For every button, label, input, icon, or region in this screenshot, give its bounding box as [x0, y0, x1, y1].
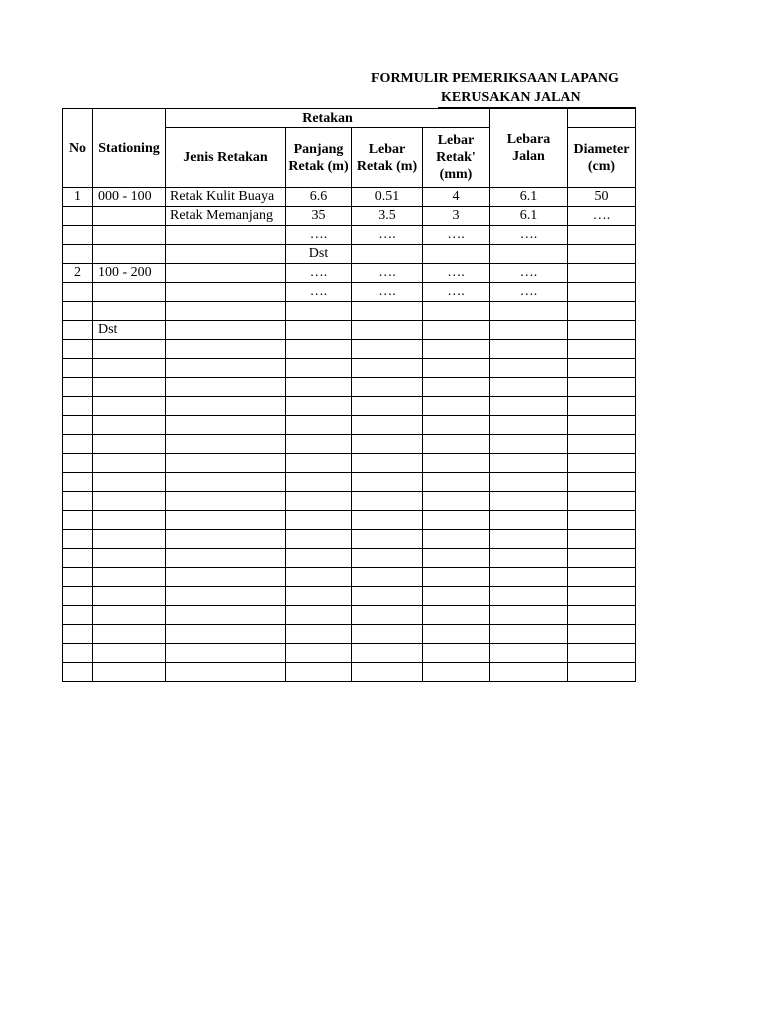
cell-lebar-retak-m: 3.5	[352, 207, 423, 226]
cell-no	[63, 549, 93, 568]
cell-diameter: 50	[568, 188, 636, 207]
cell-diameter	[568, 435, 636, 454]
cell-jenis-retakan	[166, 359, 286, 378]
cell-lebar-retak-m	[352, 245, 423, 264]
cell-stationing	[93, 454, 166, 473]
cell-stationing	[93, 340, 166, 359]
table-row	[63, 226, 636, 245]
cell-stationing: Dst	[93, 321, 166, 340]
cell-jenis-retakan	[166, 511, 286, 530]
cell-lebar-retak-m: ….	[352, 264, 423, 283]
cell-jenis-retakan: Retak Kulit Buaya	[166, 188, 286, 207]
cell-panjang-retak	[286, 416, 352, 435]
cell-panjang-retak	[286, 606, 352, 625]
cell-lebar-retak-m	[352, 435, 423, 454]
cell-lebar-retak-mm	[423, 359, 490, 378]
cell-lebar-jalan	[490, 359, 568, 378]
cell-no	[63, 587, 93, 606]
table-row	[63, 207, 636, 226]
cell-diameter	[568, 492, 636, 511]
cell-panjang-retak	[286, 397, 352, 416]
cell-lebar-jalan	[490, 492, 568, 511]
cell-stationing	[93, 568, 166, 587]
cell-stationing	[93, 473, 166, 492]
table-row	[63, 606, 636, 625]
cell-stationing	[93, 511, 166, 530]
cell-lebar-retak-m	[352, 644, 423, 663]
cell-lebar-jalan	[490, 663, 568, 682]
cell-no	[63, 568, 93, 587]
cell-lebar-jalan	[490, 340, 568, 359]
cell-lebar-retak-m	[352, 340, 423, 359]
cell-no: 2	[63, 264, 93, 283]
cell-lebar-jalan	[490, 625, 568, 644]
cell-lebar-jalan	[490, 416, 568, 435]
cell-lebar-retak-mm	[423, 625, 490, 644]
cell-diameter	[568, 568, 636, 587]
cell-lebar-retak-m: ….	[352, 226, 423, 245]
cell-jenis-retakan	[166, 226, 286, 245]
cell-lebar-jalan	[490, 530, 568, 549]
cell-diameter	[568, 378, 636, 397]
cell-lebar-retak-m	[352, 492, 423, 511]
table-row	[63, 188, 636, 207]
cell-jenis-retakan	[166, 530, 286, 549]
header-lebar-retak-m: Lebar Retak (m)	[352, 128, 423, 188]
cell-lebar-jalan	[490, 606, 568, 625]
cell-panjang-retak	[286, 359, 352, 378]
cell-lebar-jalan	[490, 435, 568, 454]
cell-stationing	[93, 606, 166, 625]
cell-lebar-retak-mm: ….	[423, 226, 490, 245]
cell-panjang-retak	[286, 435, 352, 454]
cell-no	[63, 625, 93, 644]
cell-lebar-retak-m	[352, 549, 423, 568]
cell-panjang-retak	[286, 511, 352, 530]
header-jenis-retakan: Jenis Retakan	[166, 128, 286, 188]
cell-stationing	[93, 530, 166, 549]
cell-lebar-retak-mm	[423, 568, 490, 587]
cell-stationing	[93, 226, 166, 245]
cell-lebar-retak-mm	[423, 435, 490, 454]
table-row	[63, 587, 636, 606]
cell-jenis-retakan	[166, 264, 286, 283]
cell-lebar-retak-mm: ….	[423, 264, 490, 283]
table-row	[63, 625, 636, 644]
cell-panjang-retak	[286, 378, 352, 397]
cell-stationing	[93, 207, 166, 226]
cell-no	[63, 454, 93, 473]
cell-panjang-retak: ….	[286, 264, 352, 283]
cell-panjang-retak	[286, 644, 352, 663]
table-row	[63, 283, 636, 302]
cell-lebar-retak-mm: ….	[423, 283, 490, 302]
cell-jenis-retakan	[166, 435, 286, 454]
cell-panjang-retak: ….	[286, 226, 352, 245]
table-row	[63, 416, 636, 435]
cell-jenis-retakan	[166, 625, 286, 644]
cell-stationing	[93, 416, 166, 435]
cell-no	[63, 644, 93, 663]
cell-jenis-retakan	[166, 321, 286, 340]
table-row	[63, 245, 636, 264]
table-row	[63, 340, 636, 359]
cell-diameter	[568, 416, 636, 435]
cell-lebar-jalan: ….	[490, 226, 568, 245]
cell-panjang-retak	[286, 340, 352, 359]
cell-jenis-retakan	[166, 283, 286, 302]
cell-jenis-retakan	[166, 663, 286, 682]
cell-panjang-retak	[286, 568, 352, 587]
cell-lebar-retak-m	[352, 321, 423, 340]
cell-lebar-jalan	[490, 587, 568, 606]
cell-lebar-retak-m	[352, 397, 423, 416]
cell-lebar-jalan	[490, 644, 568, 663]
table-row	[63, 397, 636, 416]
cell-diameter	[568, 321, 636, 340]
cell-no	[63, 435, 93, 454]
cell-panjang-retak: Dst	[286, 245, 352, 264]
cell-no	[63, 302, 93, 321]
cell-stationing	[93, 245, 166, 264]
cell-diameter	[568, 530, 636, 549]
cell-lebar-jalan	[490, 511, 568, 530]
cell-diameter	[568, 302, 636, 321]
cell-jenis-retakan	[166, 416, 286, 435]
header-blank-cell	[568, 109, 636, 128]
cell-diameter	[568, 644, 636, 663]
cell-no	[63, 530, 93, 549]
cell-no	[63, 321, 93, 340]
cell-lebar-retak-m	[352, 606, 423, 625]
table-row	[63, 359, 636, 378]
cell-diameter	[568, 264, 636, 283]
cell-lebar-retak-m	[352, 625, 423, 644]
cell-diameter	[568, 340, 636, 359]
cell-panjang-retak	[286, 454, 352, 473]
cell-lebar-retak-m	[352, 530, 423, 549]
cell-no	[63, 606, 93, 625]
cell-no	[63, 378, 93, 397]
cell-lebar-retak-mm	[423, 663, 490, 682]
cell-lebar-retak-mm	[423, 302, 490, 321]
cell-no	[63, 663, 93, 682]
cell-lebar-jalan	[490, 568, 568, 587]
cell-lebar-retak-mm	[423, 340, 490, 359]
cell-lebar-retak-mm	[423, 530, 490, 549]
cell-lebar-jalan	[490, 549, 568, 568]
cell-lebar-retak-mm	[423, 492, 490, 511]
cell-no	[63, 207, 93, 226]
table-row	[63, 644, 636, 663]
cell-lebar-jalan	[490, 321, 568, 340]
table-row	[63, 378, 636, 397]
cell-diameter	[568, 226, 636, 245]
cell-lebar-retak-m	[352, 302, 423, 321]
header-lebar-jalan: Lebara Jalan	[490, 109, 568, 188]
header-no: No	[63, 109, 93, 188]
cell-panjang-retak	[286, 302, 352, 321]
cell-lebar-retak-m: ….	[352, 283, 423, 302]
cell-diameter	[568, 625, 636, 644]
cell-jenis-retakan	[166, 644, 286, 663]
table-row	[63, 264, 636, 283]
cell-lebar-jalan	[490, 454, 568, 473]
form-title-line-2: KERUSAKAN JALAN	[441, 90, 581, 105]
cell-stationing	[93, 397, 166, 416]
header-panjang-retak: Panjang Retak (m)	[286, 128, 352, 188]
cell-panjang-retak	[286, 587, 352, 606]
cell-diameter	[568, 359, 636, 378]
cell-jenis-retakan	[166, 473, 286, 492]
cell-lebar-jalan: 6.1	[490, 207, 568, 226]
cell-jenis-retakan	[166, 397, 286, 416]
cell-stationing	[93, 283, 166, 302]
cell-no	[63, 416, 93, 435]
cell-diameter	[568, 587, 636, 606]
cell-no	[63, 340, 93, 359]
header-lebar-retak-mm: Lebar Retak' (mm)	[423, 128, 490, 188]
cell-no	[63, 492, 93, 511]
cell-lebar-retak-mm	[423, 321, 490, 340]
cell-no	[63, 397, 93, 416]
cell-lebar-jalan: ….	[490, 283, 568, 302]
table-row	[63, 454, 636, 473]
cell-lebar-retak-mm	[423, 378, 490, 397]
cell-stationing	[93, 587, 166, 606]
cell-no	[63, 283, 93, 302]
cell-lebar-jalan: ….	[490, 264, 568, 283]
cell-stationing	[93, 378, 166, 397]
header-retakan-group: Retakan	[166, 109, 490, 128]
cell-panjang-retak: 35	[286, 207, 352, 226]
cell-stationing	[93, 644, 166, 663]
cell-lebar-jalan: 6.1	[490, 188, 568, 207]
cell-lebar-retak-m	[352, 587, 423, 606]
cell-jenis-retakan	[166, 606, 286, 625]
table-row	[63, 302, 636, 321]
inspection-table	[62, 108, 636, 682]
cell-lebar-retak-mm	[423, 397, 490, 416]
cell-jenis-retakan	[166, 302, 286, 321]
cell-lebar-jalan	[490, 378, 568, 397]
cell-lebar-retak-mm	[423, 245, 490, 264]
table-row	[63, 435, 636, 454]
cell-no	[63, 226, 93, 245]
cell-lebar-retak-m	[352, 378, 423, 397]
table-row	[63, 321, 636, 340]
cell-lebar-retak-m	[352, 568, 423, 587]
cell-lebar-retak-m	[352, 359, 423, 378]
cell-lebar-jalan	[490, 302, 568, 321]
cell-jenis-retakan	[166, 340, 286, 359]
table-row	[63, 511, 636, 530]
cell-diameter	[568, 549, 636, 568]
cell-diameter	[568, 663, 636, 682]
cell-diameter	[568, 454, 636, 473]
cell-jenis-retakan	[166, 492, 286, 511]
cell-lebar-retak-mm	[423, 511, 490, 530]
cell-jenis-retakan	[166, 245, 286, 264]
cell-stationing: 100 - 200	[93, 264, 166, 283]
cell-stationing	[93, 435, 166, 454]
cell-lebar-retak-mm	[423, 416, 490, 435]
cell-no	[63, 245, 93, 264]
cell-jenis-retakan	[166, 549, 286, 568]
cell-lebar-retak-mm: 3	[423, 207, 490, 226]
cell-diameter	[568, 283, 636, 302]
header-stationing: Stationing	[93, 109, 166, 188]
cell-lebar-retak-mm	[423, 606, 490, 625]
cell-stationing	[93, 663, 166, 682]
cell-stationing	[93, 359, 166, 378]
cell-panjang-retak	[286, 492, 352, 511]
cell-no: 1	[63, 188, 93, 207]
cell-no	[63, 359, 93, 378]
cell-lebar-retak-mm	[423, 454, 490, 473]
cell-jenis-retakan	[166, 378, 286, 397]
cell-panjang-retak	[286, 663, 352, 682]
cell-lebar-retak-m: 0.51	[352, 188, 423, 207]
cell-no	[63, 511, 93, 530]
cell-panjang-retak: ….	[286, 283, 352, 302]
cell-jenis-retakan	[166, 587, 286, 606]
cell-lebar-retak-m	[352, 416, 423, 435]
cell-stationing	[93, 625, 166, 644]
cell-jenis-retakan	[166, 454, 286, 473]
cell-lebar-retak-mm: 4	[423, 188, 490, 207]
table-row	[63, 663, 636, 682]
cell-panjang-retak	[286, 321, 352, 340]
table-row	[63, 530, 636, 549]
cell-jenis-retakan	[166, 568, 286, 587]
table-row	[63, 568, 636, 587]
table-body	[63, 188, 636, 682]
cell-diameter	[568, 511, 636, 530]
cell-diameter	[568, 606, 636, 625]
cell-diameter	[568, 473, 636, 492]
cell-lebar-retak-m	[352, 511, 423, 530]
cell-lebar-jalan	[490, 473, 568, 492]
cell-panjang-retak: 6.6	[286, 188, 352, 207]
cell-diameter	[568, 397, 636, 416]
cell-lebar-retak-m	[352, 663, 423, 682]
cell-jenis-retakan: Retak Memanjang	[166, 207, 286, 226]
cell-lebar-retak-mm	[423, 587, 490, 606]
cell-no	[63, 473, 93, 492]
cell-stationing: 000 - 100	[93, 188, 166, 207]
cell-lebar-retak-mm	[423, 473, 490, 492]
cell-stationing	[93, 492, 166, 511]
cell-diameter: ….	[568, 207, 636, 226]
cell-lebar-retak-mm	[423, 549, 490, 568]
cell-diameter	[568, 245, 636, 264]
table-header	[63, 109, 636, 188]
cell-lebar-retak-m	[352, 454, 423, 473]
form-title-line-1: FORMULIR PEMERIKSAAN LAPANG	[371, 71, 619, 86]
table-row	[63, 549, 636, 568]
table-row	[63, 492, 636, 511]
cell-panjang-retak	[286, 473, 352, 492]
header-diameter: Diameter (cm)	[568, 128, 636, 188]
cell-lebar-retak-mm	[423, 644, 490, 663]
cell-lebar-retak-m	[352, 473, 423, 492]
cell-lebar-jalan	[490, 245, 568, 264]
cell-stationing	[93, 549, 166, 568]
table-row	[63, 473, 636, 492]
cell-panjang-retak	[286, 549, 352, 568]
cell-panjang-retak	[286, 625, 352, 644]
cell-stationing	[93, 302, 166, 321]
cell-panjang-retak	[286, 530, 352, 549]
cell-lebar-jalan	[490, 397, 568, 416]
